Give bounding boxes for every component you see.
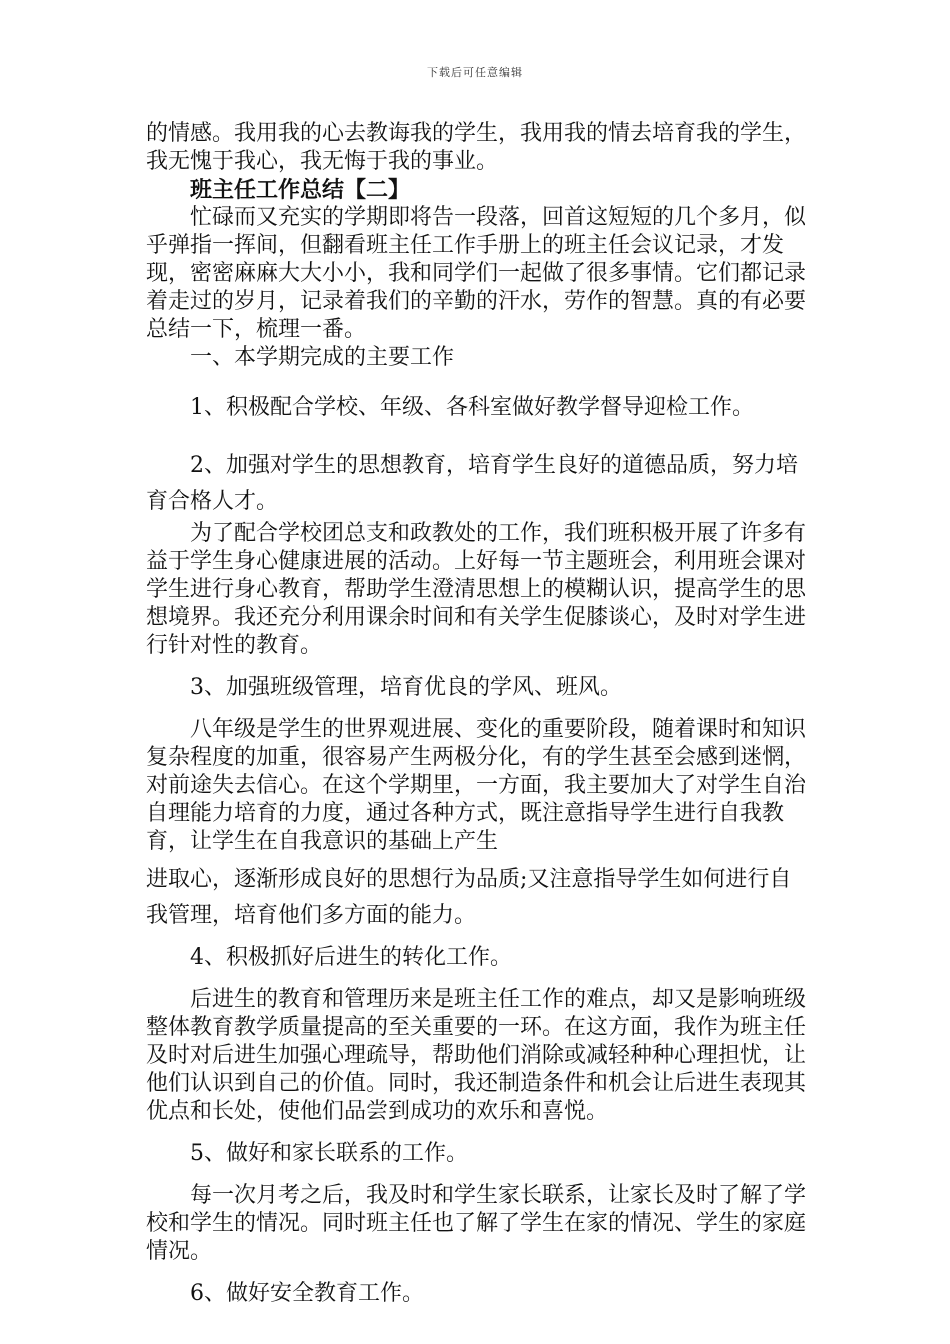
paragraph-item-2-detail: 为了配合学校团总支和政教处的工作，我们班积极开展了许多有益于学生身心健康进展的活动。上好每一节主题班会，利用班会课对学生进行身心教育，帮助学生澄清思想上的模糊认识，提高学生的思想境界。我还充分利用课余时间和有关学生促膝谈心，及时对学生进行针对性的教育。: [146, 521, 807, 658]
paragraph-item-4-detail: 后进生的教育和管理历来是班主任工作的难点，却又是影响班级整体教育教学质量提高的至关重要的一环。在这方面，我作为班主任及时对后进生加强心理疏导，帮助他们消除或减轻种种心理担忧，让他们认识到自己的价值。同时，我还制造条件和机会让后进生表现其优点和长处，使他们品尝到成功的欢乐和喜悦。: [146, 987, 807, 1124]
document-body: [146, 120, 806, 1308]
list-item-2: 2、加强对学生的思想教育，培育学生良好的道德品质，努力培育合格人才。: [146, 453, 798, 514]
paragraph-item-3-detail-cont: 进取心，逐渐形成良好的思想行为品质;又注意指导学生如何进行自我管理，培育他们多方面的能力。: [146, 867, 792, 928]
paragraph-intro: 忙碌而又充实的学期即将告一段落，回首这短短的几个多月，似乎弹指一挥间，但翻看班主任工作手册上的班主任会议记录，才发现，密密麻麻大大小小，我和同学们一起做了很多事情。它们都记录着走过的岁月，记录着我们的辛勤的汗水，劳作的智慧。真的有必要总结一下，梳理一番。: [146, 205, 807, 342]
section-title: 班主任工作总结【二】: [190, 177, 411, 203]
paragraph-item-3-detail: 八年级是学生的世界观进展、变化的重要阶段，随着课时和知识复杂程度的加重，很容易产生两极分化，有的学生甚至会感到迷惘，对前途失去信心。在这个学期里，一方面，我主要加大了对学生自治自理能力培育的力度，通过各种方式，既注意指导学生进行自我教育，让学生在自我意识的基础上产生: [146, 717, 807, 854]
list-item-4: 4、积极抓好后进生的转化工作。: [190, 945, 512, 970]
list-item-5: 5、做好和家长联系的工作。: [190, 1141, 468, 1166]
page-header: 下载后可任意编辑: [427, 66, 523, 79]
list-item-6: 6、做好安全教育工作。: [190, 1281, 424, 1306]
list-item-3: 3、加强班级管理，培育优良的学风、班风。: [190, 675, 622, 700]
paragraph-item-5-detail: 每一次月考之后，我及时和学生家长联系，让家长及时了解了学校和学生的情况。同时班主任也了解了学生在家的情况、学生的家庭情况。: [146, 1183, 807, 1264]
list-item-1: 1、积极配合学校、年级、各科室做好教学督导迎检工作。: [190, 395, 754, 420]
paragraph-continuation: 的情感。我用我的心去教诲我的学生，我用我的情去培育我的学生，我无愧于我心，我无悔于我的事业。: [146, 121, 807, 174]
subsection-heading: 一、本学期完成的主要工作: [190, 345, 455, 370]
